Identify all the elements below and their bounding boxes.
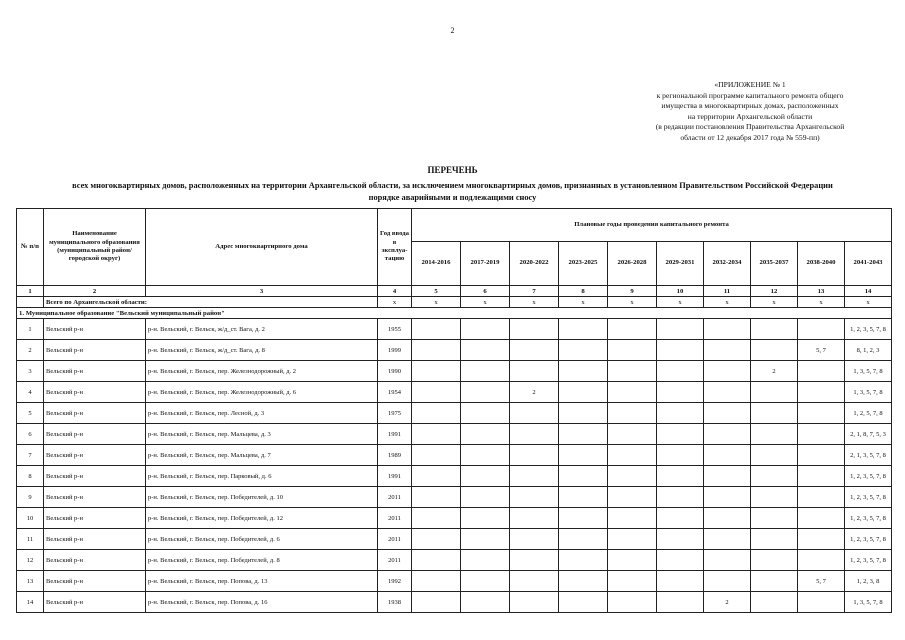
total-mark: x bbox=[704, 297, 751, 308]
row-period-value bbox=[657, 382, 704, 403]
row-municipality: Вельский р-н bbox=[44, 592, 146, 613]
header-period: 2023-2025 bbox=[559, 242, 608, 286]
row-municipality: Вельский р-н bbox=[44, 550, 146, 571]
row-period-value bbox=[412, 382, 461, 403]
column-number: 5 bbox=[412, 286, 461, 297]
row-period-value bbox=[704, 445, 751, 466]
row-period-value bbox=[657, 571, 704, 592]
row-year: 1938 bbox=[378, 592, 412, 613]
header-period: 2029-2031 bbox=[657, 242, 704, 286]
row-period-value: 2, 1, 3, 5, 7, 8 bbox=[845, 445, 892, 466]
row-period-value bbox=[559, 361, 608, 382]
appendix-block bbox=[630, 80, 870, 144]
row-period-value bbox=[461, 571, 510, 592]
row-period-value bbox=[559, 529, 608, 550]
row-municipality: Вельский р-н bbox=[44, 382, 146, 403]
row-period-value bbox=[608, 571, 657, 592]
row-period-value bbox=[559, 319, 608, 340]
row-period-value bbox=[657, 550, 704, 571]
row-period-value bbox=[704, 319, 751, 340]
column-number: 2 bbox=[44, 286, 146, 297]
row-period-value bbox=[704, 361, 751, 382]
row-year: 1989 bbox=[378, 445, 412, 466]
row-period-value bbox=[461, 361, 510, 382]
row-period-value: 1, 2, 3, 5, 7, 8 bbox=[845, 508, 892, 529]
column-number: 1 bbox=[17, 286, 44, 297]
row-period-value bbox=[608, 466, 657, 487]
table-row bbox=[17, 382, 892, 403]
appendix-line: на территории Архангельской области bbox=[687, 111, 813, 121]
total-mark: x bbox=[412, 297, 461, 308]
header-period: 2020-2022 bbox=[510, 242, 559, 286]
row-period-value: 5, 7 bbox=[798, 340, 845, 361]
row-period-value bbox=[412, 340, 461, 361]
row-period-value bbox=[608, 319, 657, 340]
row-period-value bbox=[461, 382, 510, 403]
row-address: р-н. Вельский, г. Вельск, ж/д_ст. Вага, д. 2 bbox=[146, 319, 378, 340]
column-number: 12 bbox=[751, 286, 798, 297]
table-row bbox=[17, 592, 892, 613]
row-period-value bbox=[510, 487, 559, 508]
row-period-value bbox=[751, 319, 798, 340]
row-address: р-н. Вельский, г. Вельск, пер. Парковый, д. 6 bbox=[146, 466, 378, 487]
row-period-value bbox=[751, 571, 798, 592]
row-period-value bbox=[412, 508, 461, 529]
row-address: р-н. Вельский, г. Вельск, пер. Железнодорожный, д. 2 bbox=[146, 361, 378, 382]
row-period-value: 1, 2, 3, 5, 7, 8 bbox=[845, 466, 892, 487]
row-municipality: Вельский р-н bbox=[44, 319, 146, 340]
header-year: Год ввода в эксплуа-тацию bbox=[378, 209, 412, 286]
row-period-value bbox=[751, 382, 798, 403]
header-num: № п/п bbox=[17, 209, 44, 286]
row-number: 10 bbox=[17, 508, 44, 529]
row-period-value bbox=[510, 361, 559, 382]
total-num bbox=[17, 297, 44, 308]
row-period-value bbox=[510, 466, 559, 487]
table-row bbox=[17, 571, 892, 592]
row-period-value: 1, 3, 5, 7, 8 bbox=[845, 592, 892, 613]
column-number: 3 bbox=[146, 286, 378, 297]
row-period-value bbox=[657, 424, 704, 445]
row-period-value bbox=[751, 592, 798, 613]
row-period-value bbox=[412, 592, 461, 613]
row-period-value bbox=[510, 592, 559, 613]
row-period-value bbox=[657, 487, 704, 508]
table-row bbox=[17, 445, 892, 466]
table-row bbox=[17, 403, 892, 424]
row-period-value bbox=[559, 466, 608, 487]
row-period-value bbox=[510, 529, 559, 550]
column-number: 6 bbox=[461, 286, 510, 297]
row-address: р-н. Вельский, г. Вельск, пер. Попова, д. 16 bbox=[146, 592, 378, 613]
row-period-value bbox=[559, 571, 608, 592]
row-period-value bbox=[559, 340, 608, 361]
row-period-value: 1, 2, 3, 5, 7, 8 bbox=[845, 529, 892, 550]
row-address: р-н. Вельский, г. Вельск, пер. Победителей, д. 6 bbox=[146, 529, 378, 550]
row-period-value bbox=[657, 319, 704, 340]
row-period-value: 1, 2, 3, 5, 7, 8 bbox=[845, 487, 892, 508]
row-period-value bbox=[704, 550, 751, 571]
column-number: 14 bbox=[845, 286, 892, 297]
row-number: 6 bbox=[17, 424, 44, 445]
row-address: р-н. Вельский, г. Вельск, пер. Победителей, д. 12 bbox=[146, 508, 378, 529]
section-row bbox=[17, 308, 892, 319]
row-period-value bbox=[608, 340, 657, 361]
row-period-value bbox=[510, 319, 559, 340]
row-period-value bbox=[608, 529, 657, 550]
row-period-value bbox=[798, 487, 845, 508]
row-address: р-н. Вельский, г. Вельск, пер. Лесной, д. 3 bbox=[146, 403, 378, 424]
row-period-value bbox=[798, 361, 845, 382]
row-municipality: Вельский р-н bbox=[44, 403, 146, 424]
row-period-value bbox=[510, 571, 559, 592]
row-period-value bbox=[461, 487, 510, 508]
row-number: 11 bbox=[17, 529, 44, 550]
table-row bbox=[17, 319, 892, 340]
row-municipality: Вельский р-н bbox=[44, 571, 146, 592]
row-period-value bbox=[412, 550, 461, 571]
row-period-value bbox=[704, 340, 751, 361]
row-period-value bbox=[751, 508, 798, 529]
total-row bbox=[17, 297, 892, 308]
row-number: 5 bbox=[17, 403, 44, 424]
column-number: 10 bbox=[657, 286, 704, 297]
table-row bbox=[17, 487, 892, 508]
header-period: 2032-2034 bbox=[704, 242, 751, 286]
row-period-value bbox=[657, 508, 704, 529]
table-row bbox=[17, 529, 892, 550]
row-period-value bbox=[510, 445, 559, 466]
row-period-value bbox=[751, 487, 798, 508]
header-period: 2014-2016 bbox=[412, 242, 461, 286]
row-year: 1992 bbox=[378, 571, 412, 592]
row-period-value: 1, 2, 3, 8 bbox=[845, 571, 892, 592]
table-row bbox=[17, 508, 892, 529]
header-row bbox=[17, 209, 892, 242]
header-period: 2026-2028 bbox=[608, 242, 657, 286]
row-period-value bbox=[559, 403, 608, 424]
row-period-value bbox=[608, 382, 657, 403]
row-period-value bbox=[608, 508, 657, 529]
row-period-value bbox=[510, 340, 559, 361]
row-number: 4 bbox=[17, 382, 44, 403]
row-period-value bbox=[412, 445, 461, 466]
row-period-value bbox=[608, 487, 657, 508]
row-municipality: Вельский р-н bbox=[44, 487, 146, 508]
row-address: р-н. Вельский, г. Вельск, ж/д_ст. Вага, д. 8 bbox=[146, 340, 378, 361]
column-number: 8 bbox=[559, 286, 608, 297]
row-year: 1954 bbox=[378, 382, 412, 403]
row-period-value bbox=[704, 382, 751, 403]
row-period-value bbox=[559, 424, 608, 445]
appendix-line: области от 12 декабря 2017 года № 559-пп) bbox=[680, 132, 820, 142]
appendix-line: «ПРИЛОЖЕНИЕ № 1 bbox=[714, 80, 786, 89]
row-period-value bbox=[798, 466, 845, 487]
row-period-value bbox=[751, 529, 798, 550]
total-label: Всего по Архангельской области: bbox=[44, 297, 378, 308]
row-period-value bbox=[704, 487, 751, 508]
row-period-value bbox=[657, 361, 704, 382]
row-period-value bbox=[751, 424, 798, 445]
total-mark: x bbox=[461, 297, 510, 308]
row-period-value bbox=[559, 592, 608, 613]
row-period-value bbox=[657, 340, 704, 361]
row-period-value bbox=[798, 550, 845, 571]
row-year: 1999 bbox=[378, 340, 412, 361]
row-number: 3 bbox=[17, 361, 44, 382]
row-year: 1955 bbox=[378, 319, 412, 340]
row-period-value bbox=[461, 508, 510, 529]
row-period-value bbox=[510, 508, 559, 529]
total-mark: x bbox=[510, 297, 559, 308]
row-period-value: 1, 3, 5, 7, 8 bbox=[845, 382, 892, 403]
row-period-value bbox=[751, 466, 798, 487]
row-period-value bbox=[751, 445, 798, 466]
row-period-value bbox=[704, 424, 751, 445]
row-period-value bbox=[798, 529, 845, 550]
row-period-value bbox=[461, 403, 510, 424]
header-address: Адрес многоквартирного дома bbox=[146, 209, 378, 286]
appendix-line: (в редакции постановления Правительства Архангельской bbox=[655, 122, 845, 132]
row-year: 1991 bbox=[378, 424, 412, 445]
row-period-value bbox=[657, 445, 704, 466]
row-period-value bbox=[461, 592, 510, 613]
row-period-value bbox=[461, 550, 510, 571]
row-period-value bbox=[704, 466, 751, 487]
row-period-value bbox=[412, 424, 461, 445]
row-period-value bbox=[798, 424, 845, 445]
row-period-value: 1, 3, 5, 7, 8 bbox=[845, 361, 892, 382]
row-period-value bbox=[798, 319, 845, 340]
row-period-value bbox=[412, 403, 461, 424]
row-period-value: 8, 1, 2, 3 bbox=[845, 340, 892, 361]
row-year: 2011 bbox=[378, 529, 412, 550]
row-period-value bbox=[559, 445, 608, 466]
row-period-value: 1, 2, 3, 5, 7, 8 bbox=[845, 319, 892, 340]
column-number: 7 bbox=[510, 286, 559, 297]
row-period-value bbox=[657, 466, 704, 487]
row-year: 2011 bbox=[378, 487, 412, 508]
row-municipality: Вельский р-н bbox=[44, 445, 146, 466]
row-period-value bbox=[461, 529, 510, 550]
row-address: р-н. Вельский, г. Вельск, пер. Железнодорожный, д. 6 bbox=[146, 382, 378, 403]
row-number: 1 bbox=[17, 319, 44, 340]
row-period-value bbox=[751, 340, 798, 361]
row-period-value bbox=[657, 403, 704, 424]
row-period-value bbox=[559, 508, 608, 529]
header-period: 2035-2037 bbox=[751, 242, 798, 286]
row-municipality: Вельский р-н bbox=[44, 340, 146, 361]
row-period-value bbox=[461, 319, 510, 340]
row-period-value bbox=[461, 466, 510, 487]
row-address: р-н. Вельский, г. Вельск, пер. Победителей, д. 10 bbox=[146, 487, 378, 508]
row-address: р-н. Вельский, г. Вельск, пер. Мальцева, д. 3 bbox=[146, 424, 378, 445]
row-period-value bbox=[704, 508, 751, 529]
header-municipality: Наименование муниципального образования (муниципальный район/городской округ) bbox=[44, 209, 146, 286]
table-row bbox=[17, 340, 892, 361]
row-number: 14 bbox=[17, 592, 44, 613]
row-period-value bbox=[751, 403, 798, 424]
row-period-value bbox=[657, 529, 704, 550]
row-address: р-н. Вельский, г. Вельск, пер. Победителей, д. 8 bbox=[146, 550, 378, 571]
total-mark: x bbox=[378, 297, 412, 308]
row-number: 9 bbox=[17, 487, 44, 508]
column-number-row bbox=[17, 286, 892, 297]
row-year: 1975 bbox=[378, 403, 412, 424]
column-number: 9 bbox=[608, 286, 657, 297]
table-row bbox=[17, 550, 892, 571]
row-period-value bbox=[704, 403, 751, 424]
page-number: 2 bbox=[450, 26, 455, 35]
document-title: ПЕРЕЧЕНЬ bbox=[427, 165, 478, 175]
row-period-value bbox=[461, 445, 510, 466]
row-municipality: Вельский р-н bbox=[44, 508, 146, 529]
total-mark: x bbox=[798, 297, 845, 308]
row-period-value bbox=[559, 550, 608, 571]
row-municipality: Вельский р-н bbox=[44, 424, 146, 445]
row-year: 2011 bbox=[378, 550, 412, 571]
row-period-value: 2 bbox=[751, 361, 798, 382]
header-period: 2041-2043 bbox=[845, 242, 892, 286]
row-period-value bbox=[608, 445, 657, 466]
row-period-value bbox=[412, 529, 461, 550]
header-period: 2017-2019 bbox=[461, 242, 510, 286]
row-period-value: 2 bbox=[704, 592, 751, 613]
row-period-value bbox=[608, 592, 657, 613]
row-number: 7 bbox=[17, 445, 44, 466]
column-number: 4 bbox=[378, 286, 412, 297]
appendix-line: к региональной программе капитального ремонта общего bbox=[656, 90, 844, 100]
row-address: р-н. Вельский, г. Вельск, пер. Попова, д. 13 bbox=[146, 571, 378, 592]
row-period-value bbox=[510, 424, 559, 445]
table-row bbox=[17, 424, 892, 445]
row-period-value bbox=[751, 550, 798, 571]
row-period-value bbox=[510, 403, 559, 424]
total-mark: x bbox=[559, 297, 608, 308]
row-period-value bbox=[559, 487, 608, 508]
row-period-value: 2, 1, 8, 7, 5, 3 bbox=[845, 424, 892, 445]
row-year: 1991 bbox=[378, 466, 412, 487]
row-period-value bbox=[461, 424, 510, 445]
row-period-value bbox=[608, 403, 657, 424]
row-period-value: 1, 2, 5, 7, 8 bbox=[845, 403, 892, 424]
row-period-value bbox=[412, 466, 461, 487]
total-mark: x bbox=[608, 297, 657, 308]
row-period-value: 1, 2, 3, 5, 7, 8 bbox=[845, 550, 892, 571]
row-municipality: Вельский р-н bbox=[44, 361, 146, 382]
document-subtitle: всех многоквартирных домов, расположенных на территории Архангельской области, за исключением многоквартирных домов, признанных в установленном Правительством Российской Федерации порядке аварийными и подлежащими сносу bbox=[72, 181, 833, 202]
row-municipality: Вельский р-н bbox=[44, 529, 146, 550]
housing-table bbox=[16, 208, 892, 613]
row-period-value bbox=[704, 571, 751, 592]
row-period-value bbox=[798, 382, 845, 403]
row-period-value bbox=[608, 424, 657, 445]
row-year: 2011 bbox=[378, 508, 412, 529]
row-number: 13 bbox=[17, 571, 44, 592]
row-period-value bbox=[608, 550, 657, 571]
table-row bbox=[17, 361, 892, 382]
row-number: 8 bbox=[17, 466, 44, 487]
total-mark: x bbox=[845, 297, 892, 308]
row-period-value bbox=[798, 508, 845, 529]
row-year: 1990 bbox=[378, 361, 412, 382]
row-period-value bbox=[412, 487, 461, 508]
table-row bbox=[17, 466, 892, 487]
row-municipality: Вельский р-н bbox=[44, 466, 146, 487]
row-period-value bbox=[510, 550, 559, 571]
total-mark: x bbox=[657, 297, 704, 308]
row-period-value bbox=[798, 403, 845, 424]
row-period-value: 5, 7 bbox=[798, 571, 845, 592]
row-period-value bbox=[412, 319, 461, 340]
row-period-value bbox=[704, 529, 751, 550]
row-period-value bbox=[559, 382, 608, 403]
column-number: 13 bbox=[798, 286, 845, 297]
header-planned-years: Плановые годы проведения капитального ремонта bbox=[412, 209, 892, 242]
column-number: 11 bbox=[704, 286, 751, 297]
row-period-value bbox=[608, 361, 657, 382]
row-period-value bbox=[657, 592, 704, 613]
row-address: р-н. Вельский, г. Вельск, пер. Мальцева, д. 7 bbox=[146, 445, 378, 466]
row-period-value bbox=[412, 361, 461, 382]
row-period-value bbox=[798, 445, 845, 466]
row-period-value bbox=[412, 571, 461, 592]
header-period: 2038-2040 bbox=[798, 242, 845, 286]
row-number: 12 bbox=[17, 550, 44, 571]
row-period-value: 2 bbox=[510, 382, 559, 403]
total-mark: x bbox=[751, 297, 798, 308]
row-period-value bbox=[461, 340, 510, 361]
row-period-value bbox=[798, 592, 845, 613]
section-title: 1. Муниципальное образование "Вельский муниципальный район" bbox=[17, 308, 892, 319]
appendix-line: имущества в многоквартирных домах, расположенных bbox=[661, 101, 839, 111]
row-number: 2 bbox=[17, 340, 44, 361]
